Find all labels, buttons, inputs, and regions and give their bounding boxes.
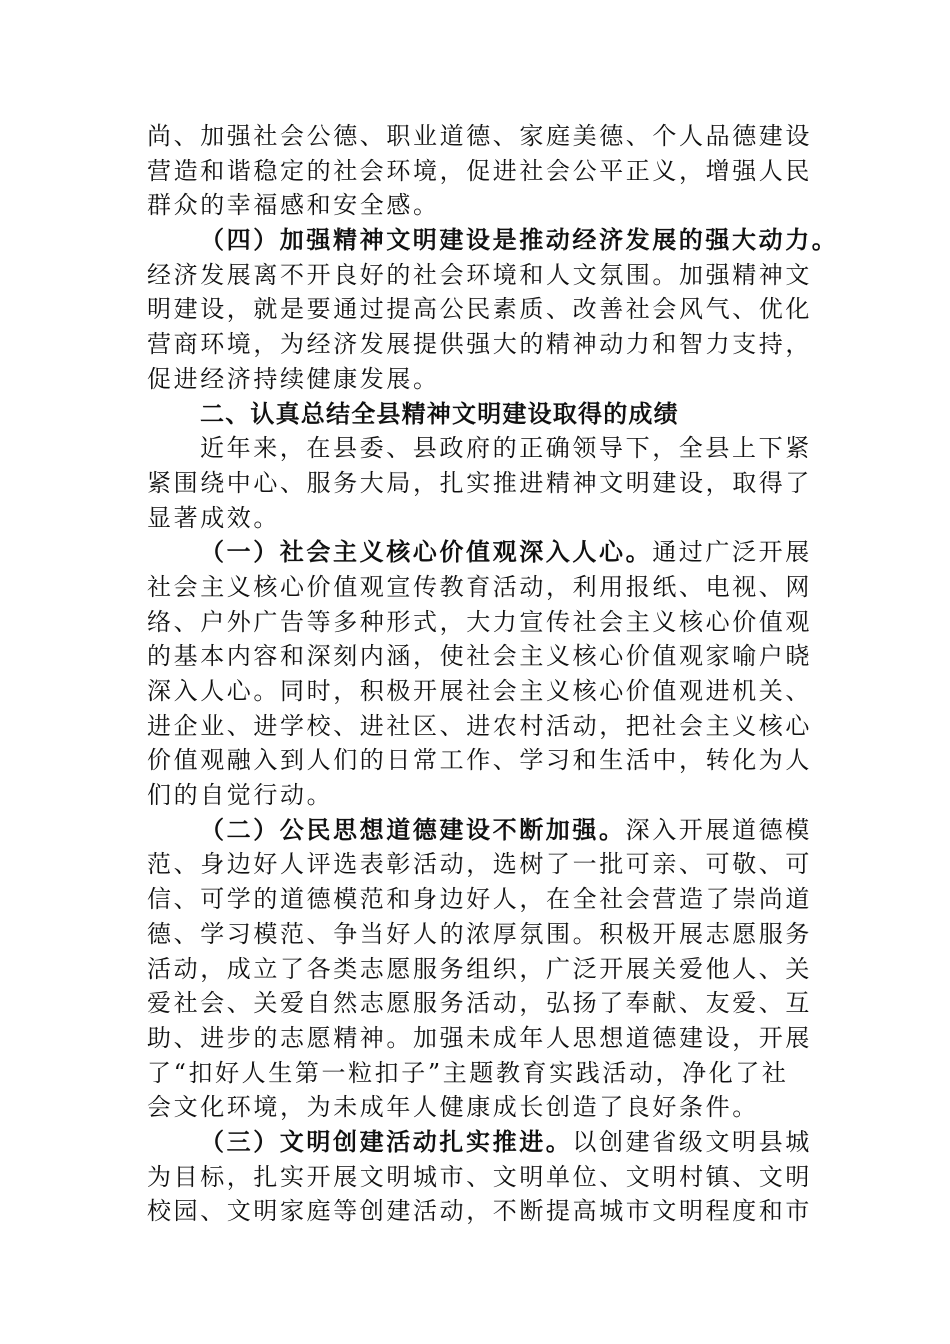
body-text: 通过广泛开展 <box>652 538 812 567</box>
subsection-heading-line <box>147 535 813 570</box>
body-line: 信、可学的道德模范和身边好人，在全社会营造了崇尚道 <box>147 885 812 914</box>
body-line: 德、学习模范、争当好人的浓厚氛围。积极开展志愿服务 <box>147 919 812 948</box>
body-line: 紧围绕中心、服务大局，扎实推进精神文明建设，取得了 <box>147 468 812 497</box>
body-line: 经济发展离不开良好的社会环境和人文氛围。加强精神文 <box>147 260 812 289</box>
document-body <box>147 119 839 1229</box>
body-text: 深入开展道德模 <box>625 815 812 844</box>
body-text: 以创建省级文明县城 <box>572 1127 812 1156</box>
subsection-heading-line <box>147 813 813 848</box>
body-line: 明建设，就是要通过提高公民素质、改善社会风气、优化 <box>147 295 812 324</box>
body-line: 会文化环境，为未成年人健康成长创造了良好条件。 <box>147 1093 759 1122</box>
body-line: 促进经济持续健康发展。 <box>147 364 440 393</box>
subsection-heading-3: （三）文明创建活动扎实推进。 <box>200 1126 573 1156</box>
body-line: 深入人心。同时，积极开展社会主义核心价值观进机关、 <box>147 677 812 705</box>
subsection-heading-line <box>147 223 839 258</box>
body-line: 了“扣好人生第一粒扣子”主题教育实践活动，净化了社 <box>147 1058 789 1087</box>
body-line: 进企业、进学校、进社区、进农村活动，把社会主义核心 <box>147 711 812 740</box>
body-line: 营造和谐稳定的社会环境，促进社会公平正义，增强人民 <box>147 156 812 185</box>
body-line: 们的自觉行动。 <box>147 781 334 810</box>
body-line: 的基本内容和深刻内涵，使社会主义核心价值观家喻户晓 <box>147 642 812 671</box>
body-line: 社会主义核心价值观宣传教育活动，利用报纸、电视、网 <box>147 572 812 601</box>
body-line: 价值观融入到人们的日常工作、学习和生活中，转化为人 <box>147 746 812 775</box>
body-line: 助、进步的志愿精神。加强未成年人思想道德建设，开展 <box>147 1023 812 1052</box>
body-line: 尚、加强社会公德、职业道德、家庭美德、个人品德建设 <box>147 122 812 150</box>
section-heading-2: 二、认真总结全县精神文明建设取得的成绩 <box>200 399 679 428</box>
body-line: 范、身边好人评选表彰活动，选树了一批可亲、可敬、可 <box>147 850 812 879</box>
body-line: 为目标，扎实开展文明城市、文明单位、文明村镇、文明 <box>147 1162 812 1191</box>
body-line: 显著成效。 <box>147 503 280 532</box>
body-line: 营商环境，为经济发展提供强大的精神动力和智力支持， <box>147 330 812 359</box>
subsection-heading-line <box>147 1125 813 1160</box>
body-line: 近年来，在县委、县政府的正确领导下，全县上下紧 <box>200 434 812 463</box>
subsection-heading-2: （二）公民思想道德建设不断加强。 <box>200 814 626 844</box>
body-line: 校园、文明家庭等创建活动，不断提高城市文明程度和市 <box>147 1197 812 1226</box>
body-line: 络、户外广告等多种形式，大力宣传社会主义核心价值观 <box>147 607 812 636</box>
body-line: 爱社会、关爱自然志愿服务活动，弘扬了奉献、友爱、互 <box>147 989 812 1018</box>
body-line: 活动，成立了各类志愿服务组织，广泛开展关爱他人、关 <box>147 954 812 983</box>
body-line: 群众的幸福感和安全感。 <box>147 191 440 220</box>
subsection-heading-4: （四）加强精神文明建设是推动经济发展的强大动力。 <box>200 225 839 255</box>
subsection-heading-1: （一）社会主义核心价值观深入人心。 <box>200 537 653 567</box>
